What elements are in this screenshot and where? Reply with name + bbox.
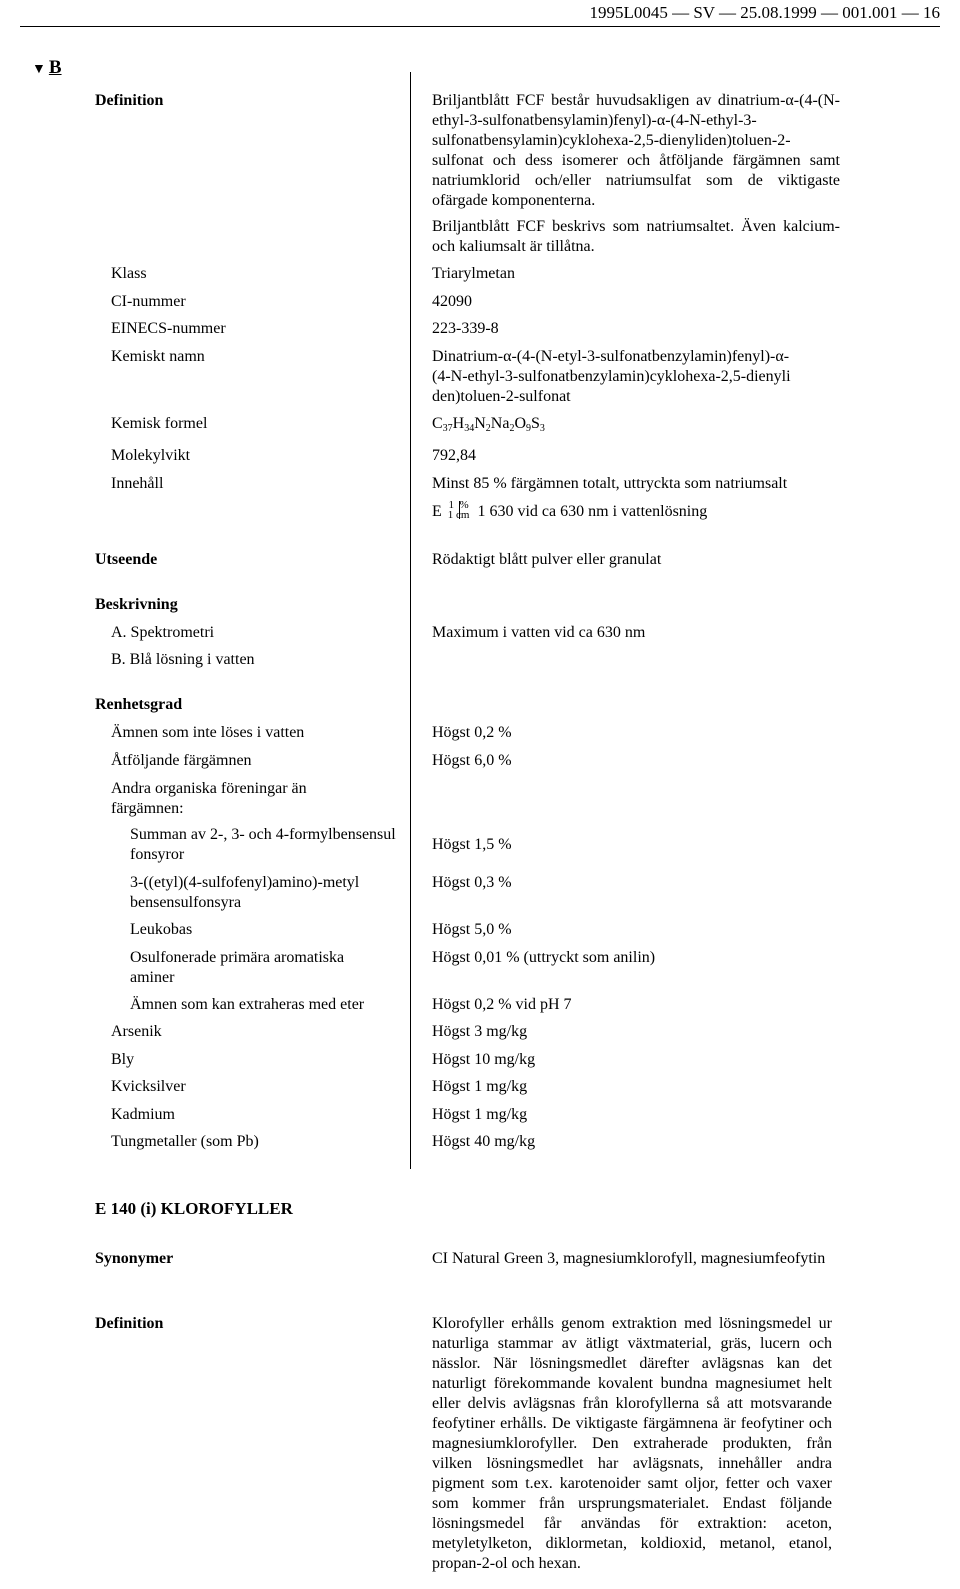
- purity-row-label: Bly: [111, 1051, 135, 1068]
- purity-row-label: Kvicksilver: [111, 1078, 186, 1095]
- purity-row-label: Arsenik: [111, 1023, 162, 1040]
- purity-row-value: Högst 40 mg/kg: [432, 1133, 536, 1150]
- purity-row-label: Åtföljande färgämnen: [111, 752, 252, 769]
- mw-label: Molekylvikt: [111, 447, 191, 464]
- column-divider: [410, 72, 411, 1169]
- description-label: Beskrivning: [95, 596, 178, 613]
- extinction-value: E 1 % 1 cm 1 630 vid ca 630 nm i vattenlösning: [432, 499, 708, 522]
- purity-row-value: Högst 0,01 % (uttryckt som anilin): [432, 949, 656, 966]
- chemical-name-value: Dinatrium-α-(4-(N-etyl-3-sulfonatbenzylamin)fenyl)-α-(4-N-ethyl-3-sulfonatbenzylamin)cyklohexa-2,5-dienyliden)toluen-2-sulfonat: [432, 348, 791, 405]
- section-title: E 140 (i) KLOROFYLLER: [95, 1199, 293, 1218]
- purity-row-value: Högst 10 mg/kg: [432, 1051, 536, 1068]
- purity-label: Renhetsgrad: [95, 696, 183, 713]
- chemical-name-label: Kemiskt namn: [111, 348, 205, 365]
- purity-row-label: Kadmium: [111, 1106, 175, 1123]
- purity-row-value: Högst 6,0 %: [432, 752, 512, 769]
- synonyms-label: Synonymer: [95, 1250, 174, 1267]
- purity-row-value: Högst 1,5 %: [432, 836, 512, 853]
- spectrometry-value: Maximum i vatten vid ca 630 nm: [432, 624, 646, 641]
- einecs-value: 223-339-8: [432, 320, 499, 337]
- purity-row-label: 3-((etyl)(4-sulfofenyl)amino)-metylbensensulfonsyra: [130, 874, 360, 911]
- purity-row-label: Leukobas: [130, 921, 193, 938]
- purity-row-value: Högst 0,2 % vid pH 7: [432, 996, 572, 1013]
- amendment-marker: [32, 57, 62, 79]
- appearance-value: Rödaktigt blått pulver eller granulat: [432, 551, 662, 568]
- content-label: Innehåll: [111, 475, 164, 492]
- purity-row-label: Summan av 2-, 3- och 4-formylbensensulfonsyror: [130, 826, 396, 863]
- purity-row-label: Andra organiska föreningar än färgämnen:: [111, 780, 307, 817]
- purity-row-value: Högst 1 mg/kg: [432, 1078, 528, 1095]
- definition2-value: Klorofyller erhålls genom extraktion med lösningsmedel ur naturliga stammar av ätligt växtmaterial, gräs, lucern och nässlor. När lösningsmedlet därefter avlägsnas kan det naturligt förekommande kovalent bundna magnesiumet helt eller delvis avlägsnas från klorofyllerna så att motsvarande feofytiner erhålls. De viktigaste färgämnena är feofytiner och magnesiumklorofyller. Den extraherade produkten, från vilken lösningsmedlet har avlägsnats, innehåller andra pigment som t.ex. karotenoider samt oljor, fetter och vaxer som kommer från ursprungsmaterialet. Endast följande lösningsmedel får användas för extraktion: aceton, metyletylketon, diklormetan, koldioxid, metanol, etanol, propan-2-ol och hexan.: [432, 1315, 832, 1572]
- purity-row-value: Högst 0,3 %: [432, 874, 512, 891]
- definition-text-salts: Briljantblått FCF beskrivs som natriumsaltet. Även kalcium- och kaliumsalt är tillåtna.: [432, 218, 840, 255]
- purity-row-value: Högst 1 mg/kg: [432, 1106, 528, 1123]
- appearance-label: Utseende: [95, 551, 158, 568]
- purity-row-label: Tungmetaller (som Pb): [111, 1133, 259, 1150]
- spectrometry-label: A. Spektrometri: [111, 624, 215, 641]
- einecs-label: EINECS-nummer: [111, 320, 226, 337]
- ci-value: 42090: [432, 293, 472, 310]
- blue-solution-label: B. Blå lösning i vatten: [111, 651, 255, 668]
- formula-label: Kemisk formel: [111, 415, 208, 432]
- content-value: Minst 85 % färgämnen totalt, uttryckta som natriumsalt: [432, 475, 788, 492]
- klass-value: Triarylmetan: [432, 265, 515, 282]
- marker-label: B: [48, 57, 62, 78]
- ci-label: CI-nummer: [111, 293, 186, 310]
- purity-row-label: Ämnen som kan extraheras med eter: [130, 996, 365, 1013]
- page-header: [20, 0, 940, 27]
- synonyms-value: CI Natural Green 3, magnesiumklorofyll, magnesiumfeofytin: [432, 1250, 826, 1267]
- purity-row-label: Ämnen som inte löses i vatten: [111, 724, 305, 741]
- triangle-down-icon: ▼: [32, 62, 46, 77]
- mw-value: 792,84: [432, 447, 476, 464]
- klass-label: Klass: [111, 265, 147, 282]
- purity-row-value: Högst 0,2 %: [432, 724, 512, 741]
- definition2-label: Definition: [95, 1315, 164, 1332]
- purity-row-value: Högst 5,0 %: [432, 921, 512, 938]
- purity-row-label: Osulfonerade primära aromatiska aminer: [130, 949, 345, 986]
- chemical-formula: $C_{37}H_{34}N_2Na_2O_9S_3$: [432, 415, 545, 434]
- purity-row-value: Högst 3 mg/kg: [432, 1023, 528, 1040]
- definition-text: Briljantblått FCF består huvudsakligen av dinatrium-α-(4-(N-ethyl-3-sulfonatbensylamin)fenyl)-α-(4-N-ethyl-3-sulfonatbensylamin)cyklohexa-2,5-dienyliden)toluen-2-sulfonat och dess isomerer och åtföljande färgämnen samt natriumklorid och/eller natriumsulfat som de viktigaste ofärgade komponenterna.: [432, 92, 840, 209]
- header-reference: 1995L0045 — SV — 25.08.1999 — 001.001 — 16: [589, 3, 940, 22]
- definition-label: Definition: [95, 92, 164, 109]
